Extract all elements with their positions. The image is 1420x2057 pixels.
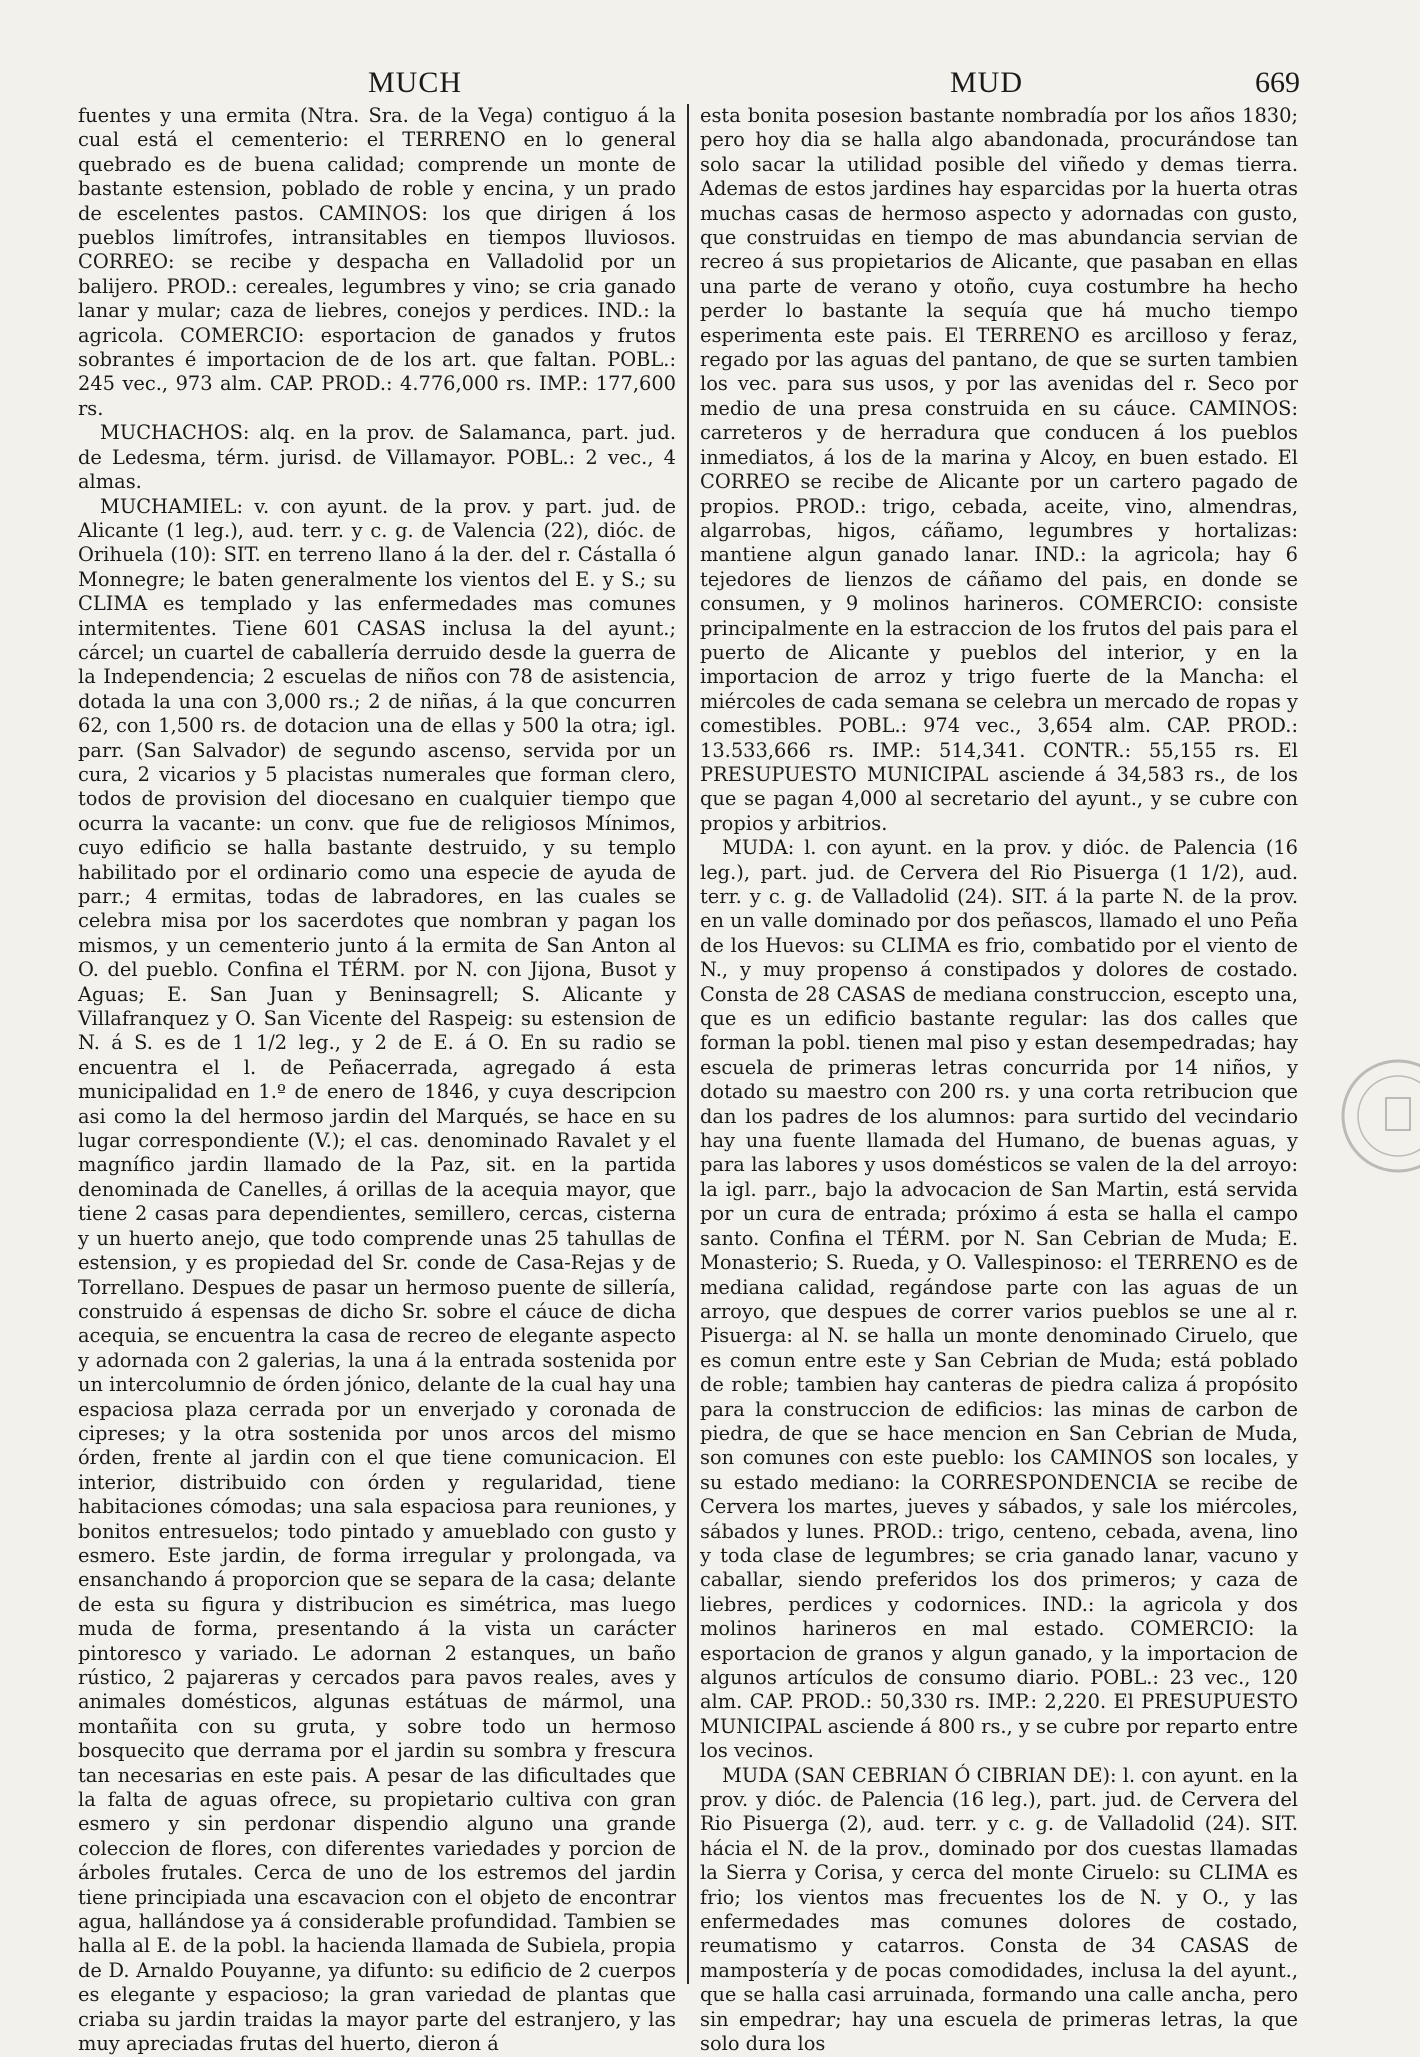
entry-text: fuentes y una ermita (Ntra. Sra. de la Vega) contiguo á la cual está el cementerio: el TERRENO en lo general quebrado es de buena calidad; comprende un monte de bastante estension, poblado de roble y encina, y un prado de escelentes pastos. CAMINOS: los que dirigen á los pueblos limítrofes, intransitables en tiempos lluviosos. CORREO: se recibe y despacha en Valladolid por un balijero. PROD.: cereales, legumbres y vino; se cria ganado lanar y mular; caza de liebres, conejos y perdices. IND.: la agricola. COMERCIO: esportacion de ganados y frutos sobrantes é importacion de de los art. que faltan. POBL.: 245 vec., 973 alm. CAP. PROD.: 4.776,000 rs. IMP.: 177,600 rs.	[78, 104, 676, 420]
page-number: 669	[1255, 66, 1300, 99]
left-column	[78, 104, 676, 2057]
header-right: MUD	[950, 66, 1024, 99]
entry-text: esta bonita posesion bastante nombradía por los años 1830; pero hoy dia se halla algo abandonada, procurándose tan solo sacar la utilidad posible del viñedo y demas tierra. Ademas de estos jardines hay esparcidas por la huerta otras muchas casas de hermoso aspecto y adornadas con gusto, que construidas en tiempo de mas abundancia servian de recreo á sus propietarios de Alicante, que pasaban en ellas una parte de verano y otoño, cuya costumbre ha hecho perder lo bastante la sequía que há mucho tiempo esperimenta este pais. El TERRENO es arcilloso y feraz, regado por las aguas del pantano, de que se surten tambien los vec. para sus usos, y por las avenidas del r. Seco por medio de una presa construida en su cáuce. CAMINOS: carreteros y de herradura que conducen á los pueblos inmediatos, á los de la marina y Alcoy, en buen estado. El CORREO se recibe de Alicante por un cartero pagado de propios. PROD.: trigo, cebada, aceite, vino, almendras, algarrobas, higos, cáñamo, legumbres y hortalizas: mantiene algun ganado lanar. IND.: la agricola; hay 6 tejedores de lienzos de cáñamo del pais, en donde se consumen, y 9 molinos harineros. COMERCIO: consiste principalmente en la estraccion de los frutos del pais para el puerto de Alicante y pueblos del interior, y en la importacion de arroz y trigo fuerte de la Mancha: el miércoles de cada semana se celebra un mercado de ropas y comestibles. POBL.: 974 vec., 3,654 alm. CAP. PROD.: 13.533,666 rs. IMP.: 514,341. CONTR.: 55,155 rs. El PRESUPUESTO MUNICIPAL asciende á 34,583 rs., de los que se pagan 4,000 al secretario del ayunt., y se cubre con propios y arbitrios.	[700, 104, 1298, 835]
entry-muda-san-cebrian: MUDA (SAN CEBRIAN Ó CIBRIAN DE): l. con ayunt. en la prov. y dióc. de Palencia (16 leg.), part. jud. de Cervera del Rio Pisuerga (2), aud. terr. y c. g. de Valladolid (24). SIT. hácia el N. de la prov., dominado por dos cuestas llamadas la Sierra y Corisa, y cerca del monte Ciruelo: su CLIMA es frio; los vientos mas frecuentes los de N. y O., y las enfermedades mas comunes dolores de costado, reumatismo y catarros. Consta de 34 CASAS de mampostería y de pocas comodidades, inclusa la del ayunt., que se halla casi arruinada, formando una calle ancha, pero sin empedrar; hay una escuela de primeras letras, la que solo dura los	[700, 1763, 1298, 2056]
header-left: MUCH	[368, 66, 463, 99]
library-stamp	[1338, 1056, 1420, 1176]
entry-muchachos: MUCHACHOS: alq. en la prov. de Salamanca, part. jud. de Ledesma, térm. jurisd. de Villamayor. POBL.: 2 vec., 4 almas.	[78, 421, 676, 494]
running-head	[70, 66, 1300, 106]
entry-muda: MUDA: l. con ayunt. en la prov. y dióc. de Palencia (16 leg.), part. jud. de Cervera del Rio Pisuerga (1 1/2), aud. terr. y c. g. de Valladolid (24). SIT. á la parte N. de la prov. en un valle dominado por dos peñascos, llamado el uno Peña de los Huevos: su CLIMA es frio, combatido por el viento de N., y muy propenso á constipados y dolores de costado. Consta de 28 CASAS de mediana construccion, escepto una, que es un edificio bastante regular: las dos calles que forman la pobl. tienen mal piso y estan desempedradas; hay escuela de primeras letras concurrida por 14 niños, y dotado su maestro con 200 rs. y una corta retribucion que dan los padres de los alumnos: para surtido del vecindario hay una fuente llamada del Humano, de buenas aguas, y para las labores y usos domésticos se valen de la del arroyo: la igl. parr., bajo la advocacion de San Martin, está servida por un cura de entrada; próximo á esta se halla el campo santo. Confina el TÉRM. por N. San Cebrian de Muda; E. Monasterio; S. Rueda, y O. Vallespinoso: el TERRENO es de mediana calidad, regándose parte con las aguas de un arroyo, que despues de correr varios pueblos se une al r. Pisuerga: al N. se halla un monte denominado Ciruelo, que es comun entre este y San Cebrian de Muda; está poblado de roble; tambien hay canteras de piedra caliza á propósito para la construccion de edificios: las minas de carbon de piedra, de que se hace mencion en San Cebrian de Muda, son comunes con este pueblo: los CAMINOS son locales, y su estado mediano: la CORRESPONDENCIA se recibe de Cervera los martes, jueves y sábados, y sale los miércoles, sábados y lunes. PROD.: trigo, centeno, cebada, avena, lino y toda clase de legumbres; se cria ganado lanar, vacuno y caballar, siendo preferidos los dos primeros; y caza de liebres, perdices y codornices. IND.: la agricola y dos molinos harineros en mal estado. COMERCIO: la esportacion de granos y algun ganado, y la importacion de algunos artículos de consumo diario. POBL.: 23 vec., 120 alm. CAP. PROD.: 50,330 rs. IMP.: 2,220. El PRESUPUESTO MUNICIPAL asciende á 800 rs., y se cubre por reparto entre los vecinos.	[700, 836, 1298, 1763]
column-divider	[687, 104, 689, 1984]
right-column	[700, 104, 1298, 2057]
entry-muchamiel: MUCHAMIEL: v. con ayunt. de la prov. y part. jud. de Alicante (1 leg.), aud. terr. y c. g. de Valencia (22), dióc. de Orihuela (10): SIT. en terreno llano á la der. del r. Cástalla ó Monnegre; le baten generalmente los vientos del E. y S.; su CLIMA es templado y las enfermedades mas comunes intermitentes. Tiene 601 CASAS inclusa la del ayunt.; cárcel; un cuartel de caballería derruido desde la guerra de la Independencia; 2 escuelas de niños con 78 de asistencia, dotada la una con 3,000 rs.; 2 de niñas, á la que concurren 62, con 1,500 rs. de dotacion una de ellas y 500 la otra; igl. parr. (San Salvador) de segundo ascenso, servida por un cura, 2 vicarios y 5 placistas numerales que forman clero, todos de provision del diocesano en cualquier tiempo que ocurra la vacante: un conv. que fue de religiosos Mínimos, cuyo edificio se halla bastante destruido, y su templo habilitado por el ordinario como una especie de ayuda de parr.; 4 ermitas, todas de labradores, en las cuales se celebra misa por los sacerdotes que nombran y pagan los mismos, y un cementerio junto á la ermita de San Anton al O. del pueblo. Confina el TÉRM. por N. con Jijona, Busot y Aguas; E. San Juan y Beninsagrell; S. Alicante y Villafranquez y O. San Vicente del Raspeig: su estension de N. á S. es de 1 1/2 leg., y 2 de E. á O. En su radio se encuentra el l. de Peñacerrada, agregado á esta municipalidad en 1.º de enero de 1846, y cuya descripcion asi como la del hermoso jardin del Marqués, se hace en su lugar correspondiente (V.); el cas. denominado Ravalet y el magnífico jardin llamado de la Paz, sit. en la partida denominada de Canelles, á orillas de la acequia mayor, que tiene 2 casas para dependientes, semillero, cercas, cisterna y un huerto anejo, que todo comprende unas 25 tahullas de estension, y es propiedad del Sr. conde de Casa-Rejas y de Torrellano. Despues de pasar un hermoso puente de sillería, construido á espensas de dicho Sr. sobre el cáuce de dicha acequia, se encuentra la casa de recreo de elegante aspecto y adornada con 2 galerias, la una á la entrada sostenida por un intercolumnio de órden jónico, delante de la cual hay una espaciosa plaza cerrada por un enverjado y coronada de cipreses; y la otra sostenida por unos arcos del mismo órden, frente al jardin con el que tiene comunicacion. El interior, distribuido con órden y regularidad, tiene habitaciones cómodas; una sala espaciosa para reuniones, y bonitos entresuelos; todo pintado y amueblado con gusto y esmero. Este jardin, de forma irregular y prolongada, va ensanchando á proporcion que se separa de la casa; delante de esta su figura y distribucion es simétrica, mas luego muda de forma, presentando á la vista un carácter pintoresco y variado. Le adornan 2 estanques, un baño rústico, 2 pajareras y cercados para pavos reales, aves y animales domésticos, algunas estátuas de mármol, una montañita con su gruta, y sobre todo un hermoso bosquecito que derrama por el jardin su sombra y frescura tan necesarias en este pais. A pesar de las dificultades que la falta de aguas ofrece, su propietario cultiva con gran esmero y sin perdonar dispendio alguno una grande coleccion de flores, con diferentes variedades y porcion de árboles frutales. Cerca de uno de los estremos del jardin tiene principiada una escavacion con el objeto de encontrar agua, hallándose ya á considerable profundidad. Tambien se halla al E. de la pobl. la hacienda llamada de Subiela, propia de D. Arnaldo Pouyanne, ya difunto: su edificio de 2 cuerpos es elegante y espacioso; la gran variedad de plantas que criaba su jardin traidas la mayor parte del estranjero, y las muy apreciadas frutas del huerto, dieron á	[78, 494, 676, 2056]
